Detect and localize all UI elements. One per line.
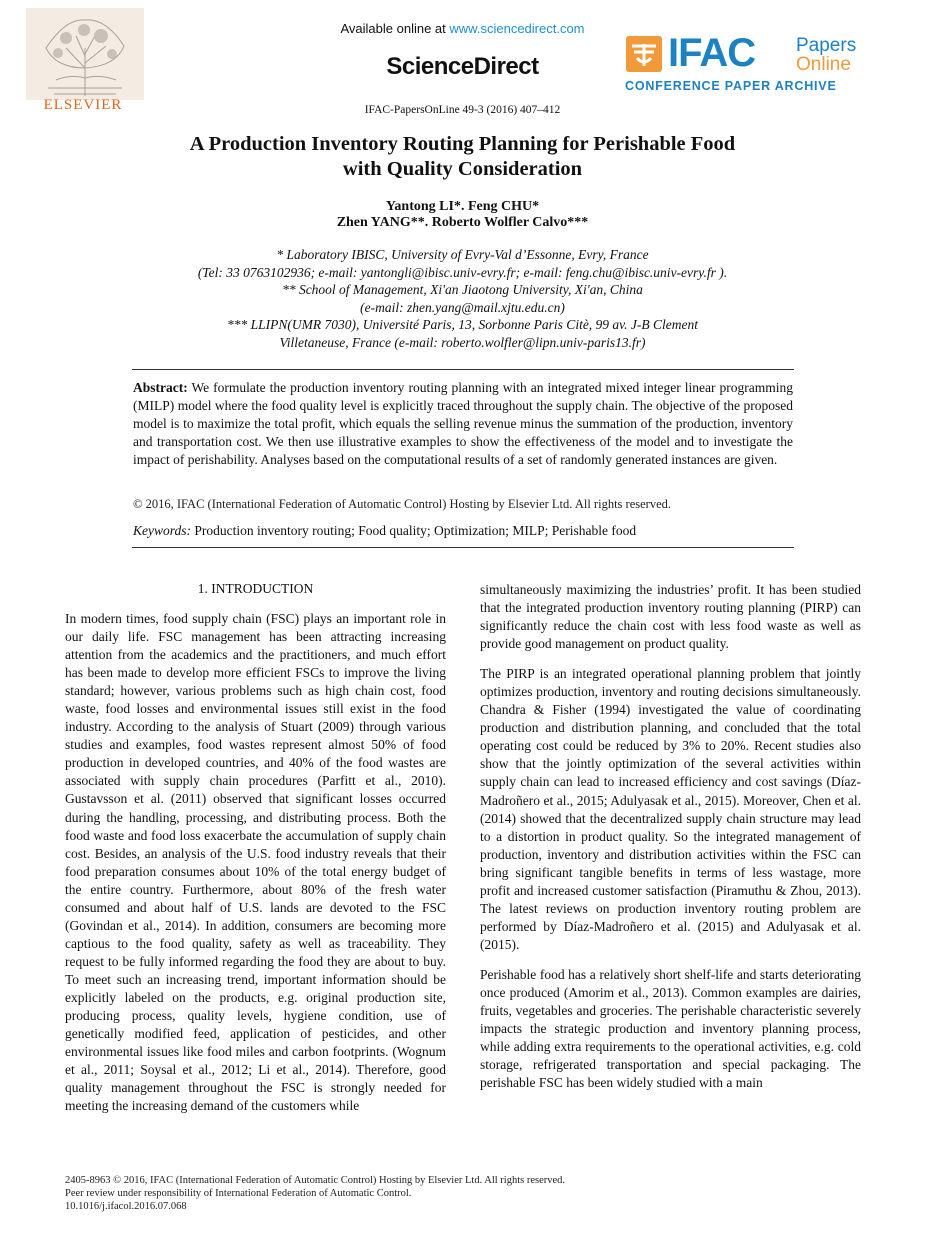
ifac-online-text: Online <box>796 54 851 75</box>
footer <box>65 1174 565 1214</box>
elsevier-wordmark: ELSEVIER <box>43 97 123 113</box>
paper-title-line-2: with Quality Consideration <box>342 158 583 180</box>
abstract-label: Abstract: <box>133 380 188 395</box>
ifac-conference-archive-text: CONFERENCE PAPER ARCHIVE <box>625 79 837 93</box>
sciencedirect-wordmark: ScienceDirect <box>386 53 539 80</box>
abstract <box>133 379 793 469</box>
authors-line-2: Zhen YANG**. Roberto Wolfler Calvo*** <box>336 215 589 230</box>
footer-peer-review-line: Peer review under responsibility of International Federation of Automatic Control. <box>65 1188 412 1200</box>
affiliation-line: (e-mail: zhen.yang@mail.xjtu.edu.cn) <box>360 299 565 315</box>
paragraph: In modern times, food supply chain (FSC) plays an important role in our daily life. FSC management has been attracting increasing attention from the academics and the practitioners, and much effort has been made to develop more efficient FSCs to improve the living standard; however, various problems such as high chain cost, food waste, food losses and environmental issues still exist in the food industry. According to the analysis of Stuart (2009) through various studies and examples, food wastes represent almost 50% of food production in developed countries, and 40% of the food wastes are associated with supply chain procedures (Parfitt et al., 2010). Gustavsson et al. (2011) observed that significant losses occurred during the handling, processing, and distributing process. Both the food waste and food loss exacerbate the accumulation of supply chain cost. Besides, an analysis of the U.S. food industry reveals that their food preparation consumes about 10% of the total energy budget of the entire country. Furthermore, about 80% of the fresh water consumed and about half of U.S. lands are devoted to the FSC (Govindan et al., 2014). In addition, consumers are becoming more captious to the food quality, safety as well as traceability. They request to be fully informed regarding the food they are about to buy. To meet such an increasing trend, important information should be explicitly labeled on the products, e.g. original production site, producing process, quality levels, hygiene condition, use of genetically modified feed, application of pesticides, and other environmental issues like food miles and carbon footprints. (Wognum et al., 2011; Soysal et al., 2012; Li et al., 2014). Therefore, good quality management throughout the FSC is strongly needed for meeting the increasing demand of the customers while <box>65 611 446 1114</box>
keywords <box>133 523 793 539</box>
abstract-bottom-rule <box>132 547 794 548</box>
paragraph: simultaneously maximizing the industries’ profit. It has been studied that the integrated production inventory routing planning (PIRP) can significantly reduce the chain cost with less food waste as well as provide good management on product quality. <box>480 582 861 652</box>
affiliations <box>0 246 925 352</box>
available-prefix: Available online at <box>340 21 446 36</box>
affiliation-line: * Laboratory IBISC, University of Evry-Val d’Essonne, Evry, France <box>276 247 649 262</box>
keywords-label: Keywords: <box>133 523 191 538</box>
ifac-emblem-icon <box>626 36 662 72</box>
paragraph: The PIRP is an integrated operational planning problem that jointly optimizes production, inventory and routing decisions simultaneously. Chandra & Fisher (1994) investigated the value of coordinating production and distribution planning, and concluded that the total operating cost could be reduced by 3% to 20%. Recent studies also show that the jointly optimization of the several activities within supply chain can lead to increased efficiency and cost savings (Díaz-Madroñero et al., 2015; Adulyasak et al., 2015). Moreover, Chen et al. (2014) showed that the decentralized supply chain structure may lead to a distortion in product quality. So the integrated management of production, inventory and distribution activities within the FSC can bring significant tangible benefits in terms of less wastage, more profit and increased customer satisfaction (Piramuthu & Zhou, 2013). The latest reviews on production inventory routing problem are performed by Díaz-Madroñero et al. (2015) and Adulyasak et al. (2015). <box>480 666 861 952</box>
right-column <box>480 581 861 1092</box>
footer-doi[interactable]: 10.1016/j.ifacol.2016.07.068 <box>65 1201 187 1213</box>
available-online-line <box>0 21 925 36</box>
section-heading-introduction: 1. INTRODUCTION <box>197 581 314 596</box>
affiliation-line: (Tel: 33 0763102936; e-mail: yantongli@ibisc.univ-evry.fr; e-mail: feng.chu@ibisc.univ-evry.fr ). <box>197 264 728 280</box>
paragraph: Perishable food has a relatively short shelf-life and starts deteriorating once produced (Amorim et al., 2013). Common examples are dairies, fruits, vegetables and groceries. The perishable characteristic severely impacts the strategic production and inventory planning process, while adding extra requirements to the operational activities, e.g. cold storage, refrigerated transportation and special packaging. The perishable FSC has been widely studied with a main <box>480 966 861 1091</box>
paper-title-line-1: A Production Inventory Routing Planning for Perishable Food <box>189 133 736 155</box>
affiliation-line: *** LLIPN(UMR 7030), Université Paris, 13, Sorbonne Paris Citè, 99 av. J-B Clement <box>226 317 699 333</box>
affiliation-line: ** School of Management, Xi'an Jiaotong University, Xi'an, China <box>282 282 643 298</box>
footer-issn-line: 2405-8963 © 2016, IFAC (International Federation of Automatic Control) Hosting by Elsevier Ltd. All rights reserved. <box>65 1175 566 1186</box>
abstract-top-rule <box>132 369 794 370</box>
journal-reference: IFAC-PapersOnLine 49-3 (2016) 407–412 <box>364 104 561 116</box>
keywords-text: Production inventory routing; Food quality; Optimization; MILP; Perishable food <box>191 523 637 538</box>
sciencedirect-link[interactable]: www.sciencedirect.com <box>449 21 585 36</box>
abstract-text: We formulate the production inventory routing planning with an integrated mixed integer linear programming (MILP) model where the food quality level is explicitly traced throughout the supply chain. The objective of the proposed model is to maximize the total profit, which equals the selling revenue minus the summation of the production, inventory and transportation cost. We then use illustrative examples to show the effectiveness of the model and to investigate the impact of perishability. Analyses based on the computational results of a set of randomly generated instances are given. <box>133 380 793 468</box>
ifac-wordmark: IFAC <box>668 31 756 75</box>
left-column <box>65 610 446 1115</box>
copyright-notice: © 2016, IFAC (International Federation of Automatic Control) Hosting by Elsevier Ltd. All rights reserved. <box>133 497 671 511</box>
ifac-papers-text: Papers <box>796 35 857 56</box>
authors-line-1: Yantong LI*. Feng CHU* <box>385 199 540 214</box>
affiliation-line: Villetaneuse, France (e-mail: roberto.wolfler@lipn.univ-paris13.fr) <box>279 334 646 350</box>
